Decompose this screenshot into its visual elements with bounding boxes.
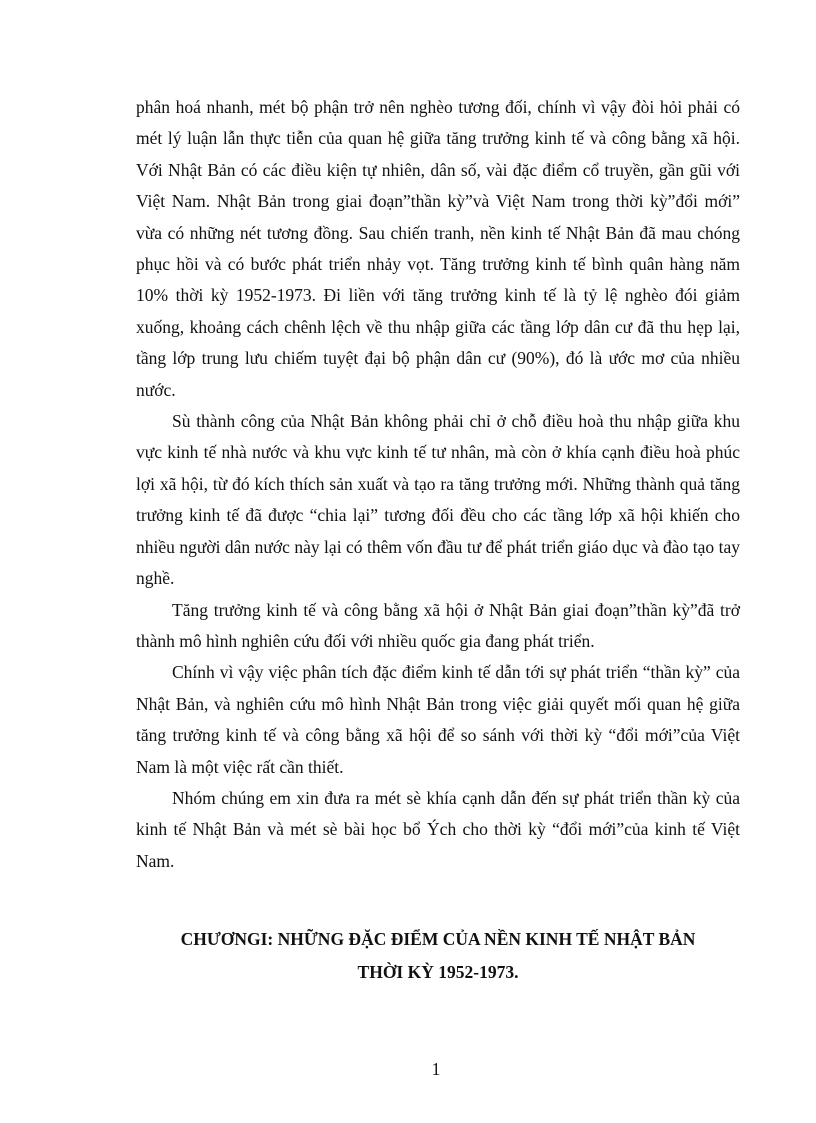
paragraph-1: phân hoá nhanh, mét bộ phận trở nên nghèo tương đối, chính vì vậy đòi hỏi phải có mét lý luận lẫn thực tiễn của quan hệ giữa tăng trưởng kinh tế và công bằng xã hội. Với Nhật Bản có các điều kiện tự nhiên, dân số, vài đặc điểm cổ truyền, gần gũi với Việt Nam. Nhật Bản trong giai đoạn”thần kỳ”và Việt Nam trong thời kỳ”đổi mới” vừa có những nét tương đồng. Sau chiến tranh, nền kinh tế Nhật Bản đã mau chóng phục hồi và có bước phát triển nhảy vọt. Tăng trưởng kinh tế bình quân hàng năm 10% thời kỳ 1952-1973. Đi liền với tăng trưởng kinh tế là tỷ lệ nghèo đói giảm xuống, khoảng cách chênh lệch về thu nhập giữa các tầng lớp dân cư đã thu hẹp lại, tầng lớp trung lưu chiếm tuyệt đại bộ phận dân cư (90%), đó là ước mơ của nhiều nước. xyxy=(136,97,740,400)
chapter-heading xyxy=(136,923,740,989)
chapter-heading-line-2: THỜI KỲ 1952-1973. xyxy=(357,962,519,982)
body-text xyxy=(136,92,740,877)
paragraph-3: Tăng trưởng kinh tế và công bằng xã hội ở Nhật Bản giai đoạn”thần kỳ”đã trở thành mô hình nghiên cứu đối với nhiều quốc gia đang phát triển. xyxy=(136,599,740,651)
paragraph-2: Sù thành công của Nhật Bản không phải chỉ ở chỗ điều hoà thu nhập giữa khu vực kinh tế nhà nước và khu vực kinh tế tư nhân, mà còn ở khía cạnh điều hoà phúc lợi xã hội, từ đó kích thích sản xuất và tạo ra tăng trưởng mới. Những thành quả tăng trưởng kinh tế đã được “chia lại” tương đối đều cho các tầng lớp xã hội khiến cho nhiều người dân nước này lại có thêm vốn đầu tư để phát triển giáo dục và đào tạo tay nghề. xyxy=(136,411,740,589)
paragraph-5: Nhóm chúng em xin đưa ra mét sè khía cạnh dẫn đến sự phát triển thần kỳ của kinh tế Nhật Bản và mét sè bài học bổ Ých cho thời kỳ “đổi mới”của kinh tế Việt Nam. xyxy=(136,787,740,871)
page-number: 1 xyxy=(431,1059,441,1079)
chapter-heading-line-1: CHƯƠNGI: NHỮNG ĐẶC ĐIỂM CỦA NỀN KINH TẾ NHẬT BẢN xyxy=(180,929,696,949)
paragraph-4: Chính vì vậy việc phân tích đặc điểm kinh tế dẫn tới sự phát triển “thần kỳ” của Nhật Bản, và nghiên cứu mô hình Nhật Bản trong việc giải quyết mối quan hệ giữa tăng trưởng kinh tế và công bằng xã hội để so sánh với thời kỳ “đổi mới”của Việt Nam là một việc rất cần thiết. xyxy=(136,662,740,777)
